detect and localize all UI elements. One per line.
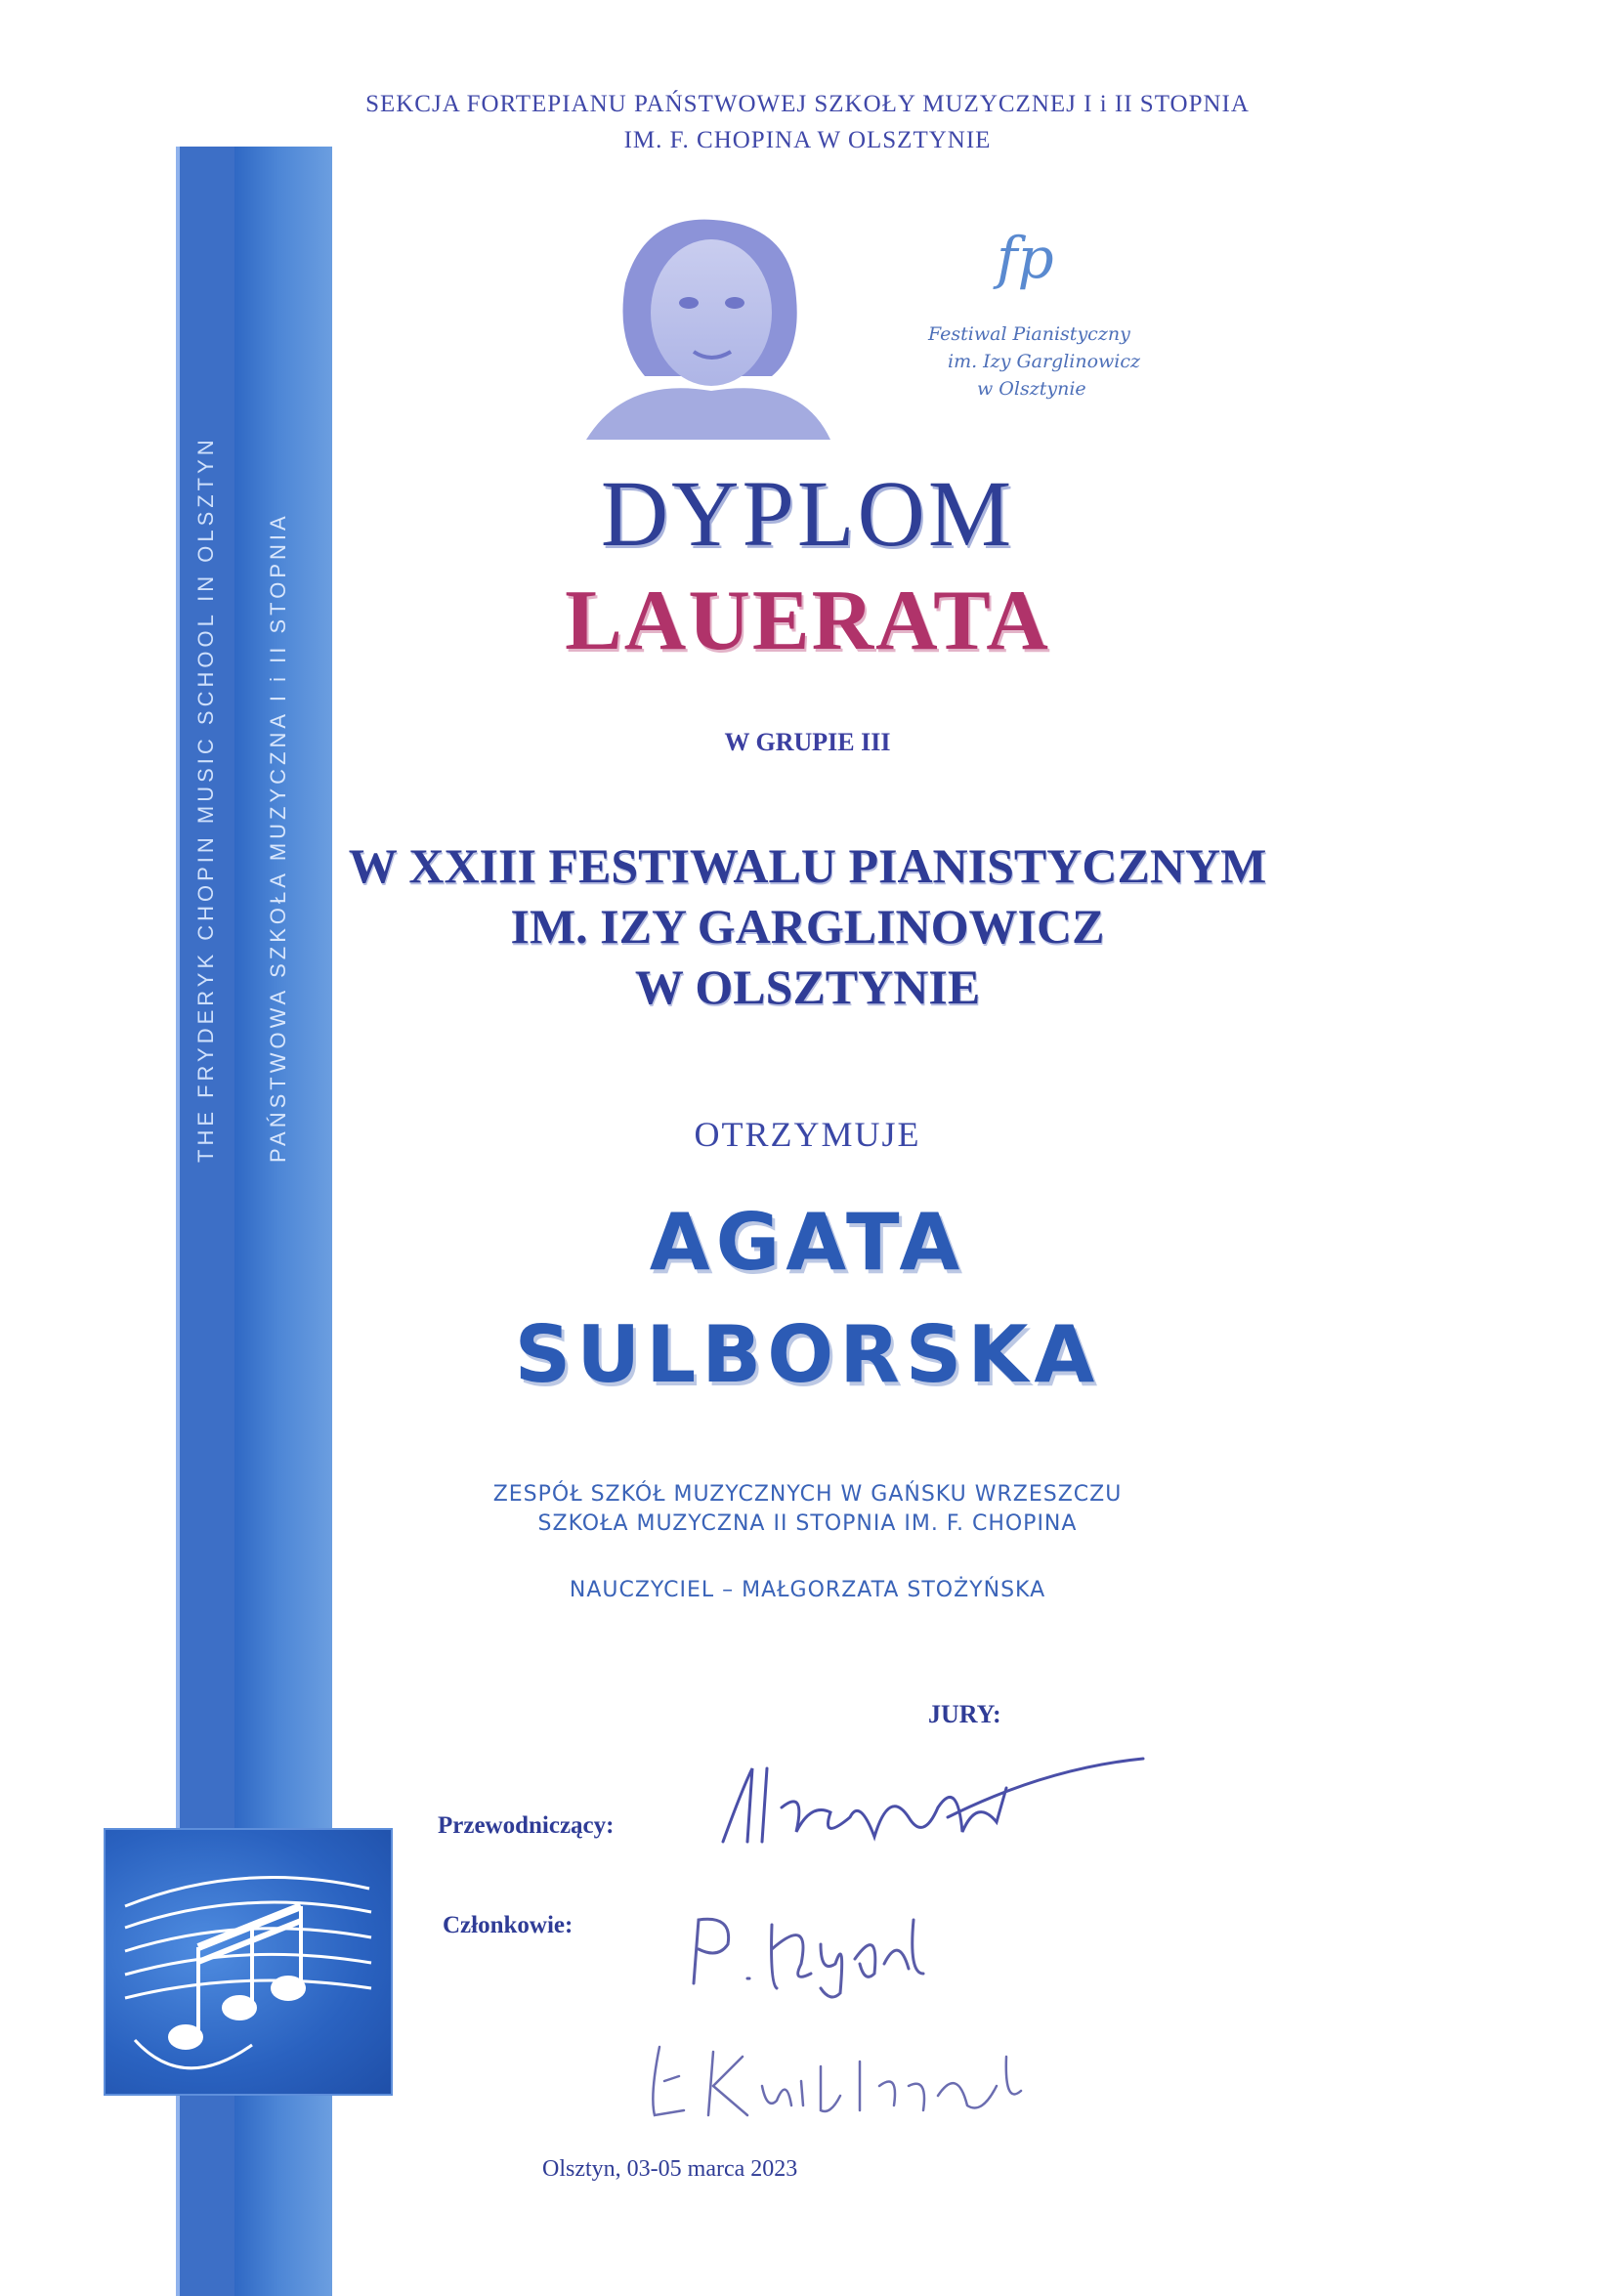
teacher-name: NAUCZYCIEL – MAŁGORZATA STOŻYŃSKA	[569, 1578, 1046, 1602]
receives-label: OTRZYMUJE	[694, 1115, 921, 1154]
jury-heading: JURY:	[928, 1700, 1001, 1728]
portrait-image	[586, 205, 830, 440]
members-label: Członkowie:	[443, 1912, 574, 1938]
place-and-date: Olsztyn, 03-05 marca 2023	[542, 2156, 798, 2182]
header-line-1: SEKCJA FORTEPIANU PAŃSTWOWEJ SZKOŁY MUZYCZNEJ I i II STOPNIA	[365, 91, 1250, 117]
school-line-1: ZESPÓŁ SZKÓŁ MUZYCZNYCH W GAŃSKU WRZESZCZU	[492, 1482, 1123, 1507]
signature-chair	[713, 1749, 1153, 1856]
ribbon-text-inner: PAŃSTWOWA SZKOŁA MUZYCZNA I i II STOPNIA	[266, 512, 290, 1163]
music-notes-icon	[106, 1830, 391, 2094]
music-school-logo	[106, 1830, 391, 2094]
recipient-first-name: AGATA	[649, 1197, 966, 1288]
school-info	[0, 1480, 1615, 1539]
festival-logo	[909, 225, 1153, 440]
festival-logo-line-1: Festiwal Pianistyczny	[928, 323, 1130, 345]
festival-logo-line-2: im. Izy Garglinowicz	[948, 351, 1141, 372]
festival-name-line-3: W OLSZTYNIE	[634, 959, 981, 1014]
laureate-subtitle: LAUERATA	[565, 574, 1050, 668]
festival-logo-line-3: w Olsztynie	[977, 378, 1086, 400]
diploma-title: DYPLOM	[600, 461, 1015, 566]
header-line-2: IM. F. CHOPINA W OLSZTYNIE	[623, 127, 992, 153]
ribbon-text-outer: THE FRYDERYK CHOPIN MUSIC SCHOOL IN OLSZTYN	[193, 436, 218, 1163]
festival-name	[0, 835, 1615, 1017]
festival-name-line-2: IM. IZY GARGLINOWICZ	[510, 899, 1105, 954]
festival-monogram: fp	[997, 225, 1054, 291]
festival-name-line-1: W XXIII FESTIWALU PIANISTYCZNYM	[348, 838, 1267, 893]
signature-member-2	[635, 2037, 1045, 2125]
chair-label: Przewodniczący:	[438, 1812, 615, 1839]
signature-member-1	[674, 1905, 928, 2003]
school-line-2: SZKOŁA MUZYCZNA II STOPNIA IM. F. CHOPINA	[537, 1511, 1078, 1536]
group-label: W GRUPIE III	[724, 728, 891, 756]
recipient-last-name: SULBORSKA	[514, 1309, 1101, 1400]
